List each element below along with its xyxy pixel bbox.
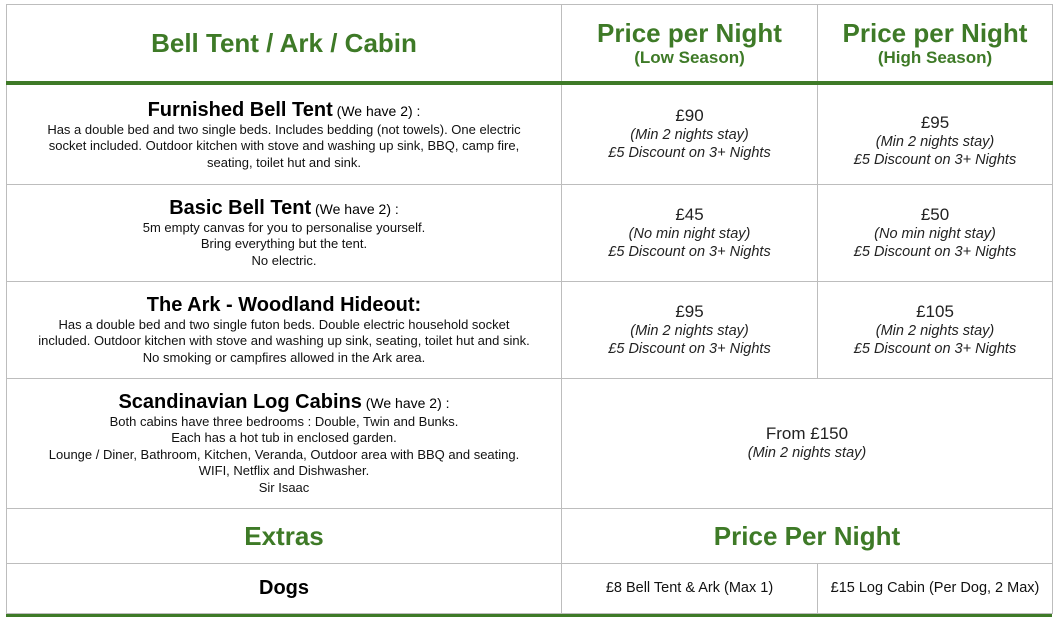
table-row bbox=[7, 83, 1053, 184]
row-note: (We have 2) : bbox=[311, 200, 399, 217]
header-high-subtitle: (High Season) bbox=[877, 48, 993, 67]
price-min-stay: (Min 2 nights stay) bbox=[747, 445, 867, 461]
header-accommodation-label: Bell Tent / Ark / Cabin bbox=[151, 28, 417, 58]
price-value: £105 bbox=[916, 301, 954, 321]
price-min-stay: (Min 2 nights stay) bbox=[875, 322, 995, 339]
row-desc-line: 5m empty canvas for you to personalise yourself. bbox=[142, 219, 426, 235]
row-title: Basic Bell Tent bbox=[169, 196, 312, 219]
extras-header-row bbox=[7, 508, 1053, 563]
price-min-stay: (Min 2 nights stay) bbox=[630, 322, 749, 339]
price-discount: £5 Discount on 3+ Nights bbox=[853, 152, 1017, 169]
row-note: (We have 2) : bbox=[361, 394, 450, 411]
row-furnished-low-price bbox=[562, 83, 818, 184]
row-desc-line: socket included. Outdoor kitchen with stove and washing up sink, BBQ, camp fire, bbox=[48, 138, 520, 153]
price-value: £95 bbox=[920, 113, 950, 133]
table-row bbox=[7, 281, 1053, 378]
price-min-stay: (Min 2 nights stay) bbox=[875, 134, 995, 151]
extras-title-cell bbox=[7, 508, 562, 563]
header-accommodation bbox=[7, 5, 562, 84]
header-high-season bbox=[818, 5, 1053, 84]
row-basic-high-price bbox=[818, 184, 1053, 281]
row-basic-low-price bbox=[562, 184, 818, 281]
extras-title: Extras bbox=[244, 520, 324, 551]
row-log-cabins-desc bbox=[7, 378, 562, 508]
row-furnished-bell-tent-desc bbox=[7, 83, 562, 184]
bottom-divider bbox=[6, 614, 1052, 617]
price-discount: £5 Discount on 3+ Nights bbox=[853, 243, 1017, 260]
price-discount: £5 Discount on 3+ Nights bbox=[608, 145, 771, 162]
header-low-season bbox=[562, 5, 818, 84]
row-desc-line: Has a double bed and two single futon beds. Double electric household socket bbox=[58, 316, 510, 332]
price-min-stay: (No min night stay) bbox=[628, 225, 751, 242]
extras-price-title: Price Per Night bbox=[713, 520, 901, 551]
row-desc-line: No smoking or campfires allowed in the Ark area. bbox=[142, 349, 426, 365]
row-desc-line: Lounge / Diner, Bathroom, Kitchen, Veranda, Outdoor area with BBQ and seating. bbox=[48, 446, 520, 462]
row-ark-desc bbox=[7, 281, 562, 378]
extras-price-title-cell bbox=[562, 508, 1053, 563]
header-low-subtitle: (Low Season) bbox=[634, 48, 745, 67]
price-min-stay: (Min 2 nights stay) bbox=[630, 127, 749, 144]
row-desc-line: No electric. bbox=[251, 252, 317, 268]
row-ark-low-price bbox=[562, 281, 818, 378]
row-desc-line: Each has a hot tub in enclosed garden. bbox=[171, 430, 397, 446]
row-desc-line: WIFI, Netflix and Dishwasher. bbox=[198, 463, 370, 479]
row-furnished-high-price bbox=[818, 83, 1053, 184]
dogs-bell-ark-price: £8 Bell Tent & Ark (Max 1) bbox=[605, 580, 774, 596]
table-row bbox=[7, 378, 1053, 508]
dogs-bell-ark-cell bbox=[562, 563, 818, 613]
header-low-title: Price per Night bbox=[597, 18, 782, 48]
row-note: (We have 2) : bbox=[332, 102, 421, 119]
price-value: £45 bbox=[675, 204, 704, 224]
table-row bbox=[7, 184, 1053, 281]
dogs-cabin-cell bbox=[818, 563, 1053, 613]
price-value: £50 bbox=[920, 204, 950, 224]
price-discount: £5 Discount on 3+ Nights bbox=[608, 243, 771, 260]
row-desc-line: Sir Isaac bbox=[258, 479, 310, 495]
header-high-title: Price per Night bbox=[842, 18, 1028, 48]
dogs-label: Dogs bbox=[259, 576, 309, 599]
row-title: Furnished Bell Tent bbox=[147, 98, 333, 121]
table-row bbox=[7, 563, 1053, 613]
row-log-cabins-price bbox=[562, 378, 1053, 508]
row-ark-high-price bbox=[818, 281, 1053, 378]
row-basic-bell-tent-desc bbox=[7, 184, 562, 281]
row-desc-line: Both cabins have three bedrooms : Double, Twin and Bunks. bbox=[109, 413, 459, 429]
dogs-label-cell bbox=[7, 563, 562, 613]
price-value: £90 bbox=[675, 106, 704, 126]
row-desc-line: Has a double bed and two single beds. Includes bedding (not towels). One electric bbox=[47, 121, 521, 137]
price-min-stay: (No min night stay) bbox=[874, 225, 996, 242]
price-value: From £150 bbox=[765, 424, 849, 443]
price-value: £95 bbox=[675, 301, 704, 321]
price-discount: £5 Discount on 3+ Nights bbox=[853, 340, 1017, 357]
row-desc-line: included. Outdoor kitchen with stove and washing up sink, seating, toilet hut and sink. bbox=[38, 333, 530, 349]
row-title: The Ark - Woodland Hideout: bbox=[146, 293, 422, 316]
row-desc-line: Bring everything but the tent. bbox=[200, 236, 368, 252]
row-title: Scandinavian Log Cabins bbox=[118, 390, 362, 413]
price-discount: £5 Discount on 3+ Nights bbox=[608, 340, 771, 357]
pricing-table bbox=[6, 4, 1053, 614]
row-desc-line: seating, toilet hut and sink. bbox=[207, 154, 361, 170]
table-header-row bbox=[7, 5, 1053, 84]
dogs-cabin-price: £15 Log Cabin (Per Dog, 2 Max) bbox=[830, 580, 1040, 596]
